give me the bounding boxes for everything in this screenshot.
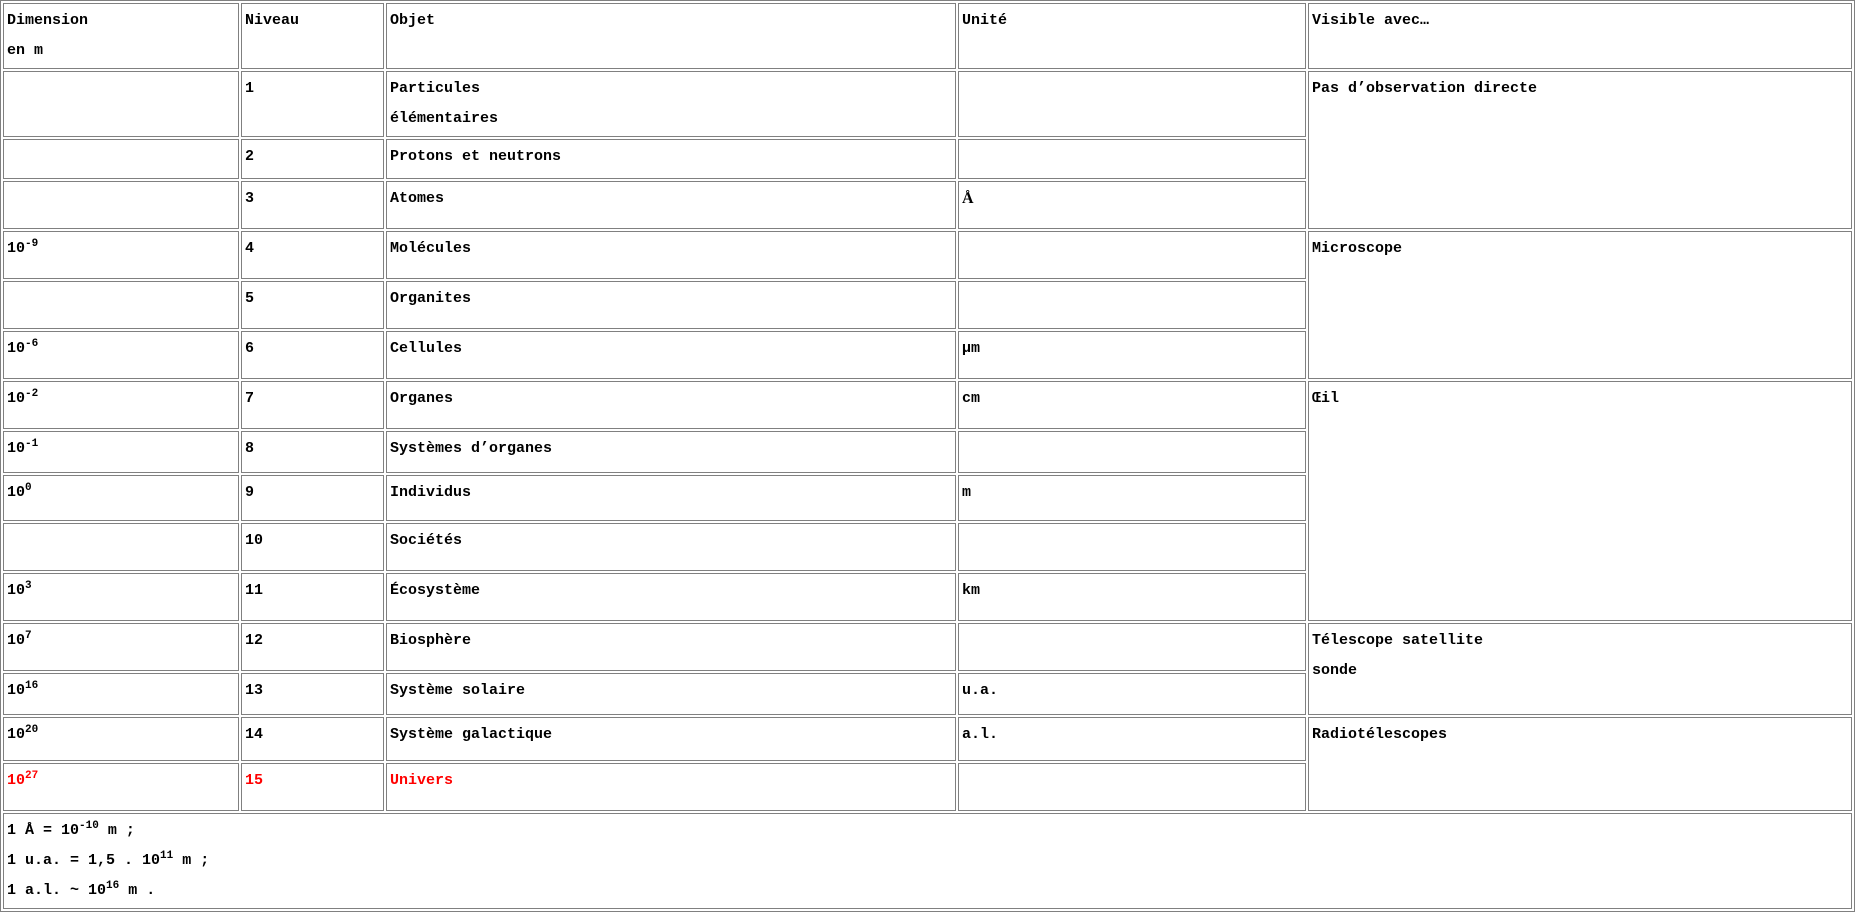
header-row xyxy=(3,3,1852,69)
dimension-cell xyxy=(3,281,239,329)
unite-cell xyxy=(958,71,1306,137)
niveau-cell: 6 xyxy=(241,331,384,379)
visible-cell-oeil: Œil xyxy=(1308,381,1852,621)
dimension-cell xyxy=(3,523,239,571)
header-unite: Unité xyxy=(958,3,1306,69)
dimension-cell: $10^{20}$ xyxy=(3,717,239,761)
table-row xyxy=(3,623,1852,671)
niveau-cell: 13 xyxy=(241,673,384,715)
objet-cell: Organites xyxy=(386,281,956,329)
dimension-cell: $10^{-2}$ xyxy=(3,381,239,429)
visible-cell-microscope: Microscope xyxy=(1308,231,1852,379)
objet-cell: Écosystème xyxy=(386,573,956,621)
header-dimension: Dimension en m xyxy=(3,3,239,69)
niveau-cell: 1 xyxy=(241,71,384,137)
unite-cell: km xyxy=(958,573,1306,621)
dimension-cell: $10^7$ xyxy=(3,623,239,671)
dimension-cell xyxy=(3,181,239,229)
objet-cell: Système galactique xyxy=(386,717,956,761)
niveau-cell: 3 xyxy=(241,181,384,229)
niveau-cell: 14 xyxy=(241,717,384,761)
table-row xyxy=(3,231,1852,279)
objet-cell: Organes xyxy=(386,381,956,429)
unite-cell xyxy=(958,623,1306,671)
niveau-cell: 4 xyxy=(241,231,384,279)
dimension-cell: $10^{-1}$ xyxy=(3,431,239,473)
header-objet: Objet xyxy=(386,3,956,69)
notes-row xyxy=(3,813,1852,909)
unite-cell xyxy=(958,139,1306,179)
niveau-cell: 11 xyxy=(241,573,384,621)
unite-cell: a.l. xyxy=(958,717,1306,761)
dimension-cell xyxy=(3,71,239,137)
visible-cell-radiotelescope: Radiotélescopes xyxy=(1308,717,1852,811)
dimension-cell: $10^{27}$ xyxy=(3,763,239,811)
unite-cell xyxy=(958,281,1306,329)
table-row xyxy=(3,381,1852,429)
header-visible: Visible avec… xyxy=(1308,3,1852,69)
visible-cell-direct: Pas d’observation directe xyxy=(1308,71,1852,229)
unite-cell: µm xyxy=(958,331,1306,379)
unite-cell: m xyxy=(958,475,1306,521)
niveau-cell: 5 xyxy=(241,281,384,329)
objet-cell: Protons et neutrons xyxy=(386,139,956,179)
table-row xyxy=(3,717,1852,761)
table-row xyxy=(3,71,1852,137)
objet-cell: Biosphère xyxy=(386,623,956,671)
dimension-cell xyxy=(3,139,239,179)
dimension-cell: $10^{16}$ xyxy=(3,673,239,715)
unite-cell: Å xyxy=(958,181,1306,229)
objet-cell: Système solaire xyxy=(386,673,956,715)
unite-cell xyxy=(958,523,1306,571)
objet-cell: Systèmes d’organes xyxy=(386,431,956,473)
objet-cell: Sociétés xyxy=(386,523,956,571)
unite-cell xyxy=(958,431,1306,473)
objet-cell: Univers xyxy=(386,763,956,811)
objet-cell: Individus xyxy=(386,475,956,521)
unite-cell xyxy=(958,763,1306,811)
niveau-cell: 2 xyxy=(241,139,384,179)
dimension-cell: $10^0$ xyxy=(3,475,239,521)
note-angstrom: 1 Å = $10^{-10}$ m ; xyxy=(7,820,135,839)
header-niveau: Niveau xyxy=(241,3,384,69)
objet-cell: Cellules xyxy=(386,331,956,379)
notes-cell xyxy=(3,813,1852,909)
niveau-cell: 15 xyxy=(241,763,384,811)
niveau-cell: 9 xyxy=(241,475,384,521)
visible-cell-telescope: Télescope satellite sonde xyxy=(1308,623,1852,715)
dimension-cell: $10^3$ xyxy=(3,573,239,621)
objet-cell: Molécules xyxy=(386,231,956,279)
objet-cell: Particules élémentaires xyxy=(386,71,956,137)
niveau-cell: 10 xyxy=(241,523,384,571)
niveau-cell: 12 xyxy=(241,623,384,671)
niveau-cell: 8 xyxy=(241,431,384,473)
unite-cell: u.a. xyxy=(958,673,1306,715)
note-ua: 1 u.a. = 1,5 . $10^{11}$ m ; xyxy=(7,850,210,869)
dimension-cell: $10^{-6}$ xyxy=(3,331,239,379)
objet-cell: Atomes xyxy=(386,181,956,229)
dimension-cell: $10^{-9}$ xyxy=(3,231,239,279)
niveau-cell: 7 xyxy=(241,381,384,429)
unite-cell: cm xyxy=(958,381,1306,429)
unite-cell xyxy=(958,231,1306,279)
note-al: 1 a.l. ~ $10^{16}$ m . xyxy=(7,880,156,899)
